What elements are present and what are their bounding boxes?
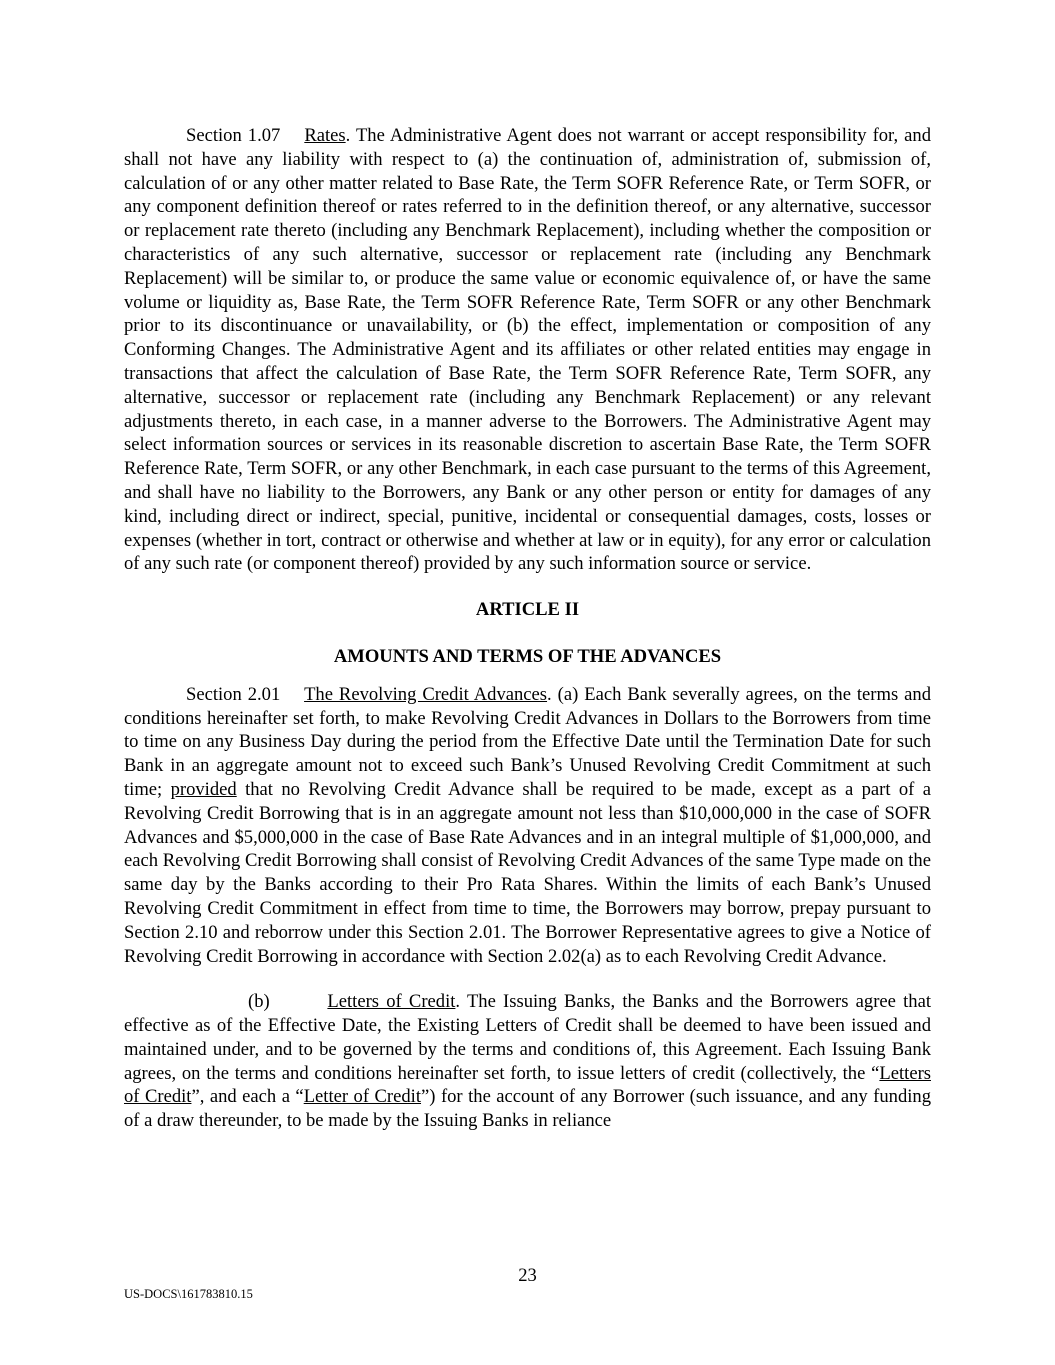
section-2-01-number: Section 2.01 (186, 683, 281, 705)
section-1-07-heading: Rates (304, 125, 346, 146)
section-2-01-punct: . (547, 683, 558, 705)
section-1-07-punct: . (345, 125, 356, 146)
letter-of-credit-term: Letter of Credit (303, 1086, 422, 1108)
section-1-07-paragraph (124, 124, 931, 576)
section-2-01-heading: The Revolving Credit Advances (304, 683, 548, 705)
section-1-07-number: Section 1.07 (186, 125, 281, 146)
section-2-01-body-part2: that no Revolving Credit Advance shall be required to be made, except as a part of a Revolving Credit Borrowing that is in an aggregate amount not less than $10,000,000 in the case of SOFR Advances and $5,000,000 in the case of Base Rate Advances and in an integral multiple of $1,000,000, and each Revolving Credit Borrowing shall consist of Revolving Credit Advances of the same Type made on the same day by the Banks according to their Pro Rata Shares. Within the limits of each Bank’s Unused Revolving Credit Commitment in effect from time to time, the Borrowers may borrow, prepay pursuant to Section 2.10 and reborrow under this Section 2.01. The Borrower Representative agrees to give a Notice of Revolving Credit Borrowing in accordance with Section 2.02(a) as to each Revolving Credit Advance. (124, 778, 931, 967)
subsection-b-body-part1: The Issuing Banks, the Banks and the Borrowers agree that effective as of the Effective Date, the Existing Letters of Credit shall be deemed to have been issued and maintained under, and to be governed by the terms and conditions of, this Agreement. Each Issuing Bank agrees, on the terms and conditions hereinafter set forth, to issue letters of credit (collectively, the “ (124, 991, 931, 1084)
subsection-b-punct: . (455, 991, 467, 1013)
page-number: 23 (518, 1265, 537, 1286)
subsection-b-heading: Letters of Credit (327, 991, 456, 1013)
subsection-b-body-part3: ”) for the account of any Borrower (such issuance, and any funding of a draw thereunder, to be made by the Issuing Banks in reliance (124, 1086, 931, 1132)
document-id: US-DOCS\161783810.15 (124, 1287, 253, 1301)
subsection-b-paragraph (124, 990, 931, 1133)
section-1-07-body: The Administrative Agent does not warrant or accept responsibility for, and shall not have any liability with respect to (a) the continuation of, administration of, submission of, calculation of or any other matter related to Base Rate, the Term SOFR Reference Rate, or Term SOFR, or any component definition thereof or rates referred to in the definition thereof, or any alternative, successor or replacement rate thereto (including any Benchmark Replacement), including whether the composition or characteristics of any such alternative, successor or replacement rate (including any Benchmark Replacement) will be similar to, or produce the same value or economic equivalence of, or have the same volume or liquidity as, Base Rate, the Term SOFR Reference Rate, Term SOFR or any other Benchmark prior to its discontinuance or unavailability, or (b) the effect, implementation or composition of any Conforming Changes. The Administrative Agent and its affiliates or other related entities may engage in transactions that affect the calculation of Base Rate, the Term SOFR Reference Rate, Term SOFR, any alternative, successor or replacement rate (including any Benchmark Replacement) or any relevant adjustments thereto, in each case, in a manner adverse to the Borrowers. The Administrative Agent may select information sources or services in its reasonable discretion to ascertain Base Rate, the Term SOFR Reference Rate, Term SOFR, or any other Benchmark, in each case pursuant to the terms of this Agreement, and shall have no liability to the Borrowers, any Bank or any other person or entity for damages of any kind, including direct or indirect, special, punitive, incidental or consequential damages, costs, losses or expenses (whether in tort, contract or otherwise and whether at law or in equity), for any error or calculation of any such rate (or component thereof) provided by any such information source or service. (124, 125, 931, 575)
provided-term: provided (170, 778, 237, 800)
letters-of-credit-term: Letters of Credit (124, 1062, 931, 1108)
subsection-b-body-part2: ”, and each a “ (191, 1086, 304, 1108)
subsection-b-label: (b) (248, 991, 270, 1013)
section-2-01-paragraph (124, 683, 931, 969)
document-page (124, 124, 931, 1133)
section-2-01-body-part1: (a) Each Bank severally agrees, on the terms and conditions hereinafter set forth, to make Revolving Credit Advances in Dollars to the Borrowers from time to time on any Business Day during the period from the Effective Date until the Termination Date for such Bank in an aggregate amount not to exceed such Bank’s Unused Revolving Credit Commitment at such time; (124, 683, 931, 800)
article-number: ARTICLE II (475, 599, 580, 621)
article-title: AMOUNTS AND TERMS OF THE ADVANCES (333, 645, 722, 667)
